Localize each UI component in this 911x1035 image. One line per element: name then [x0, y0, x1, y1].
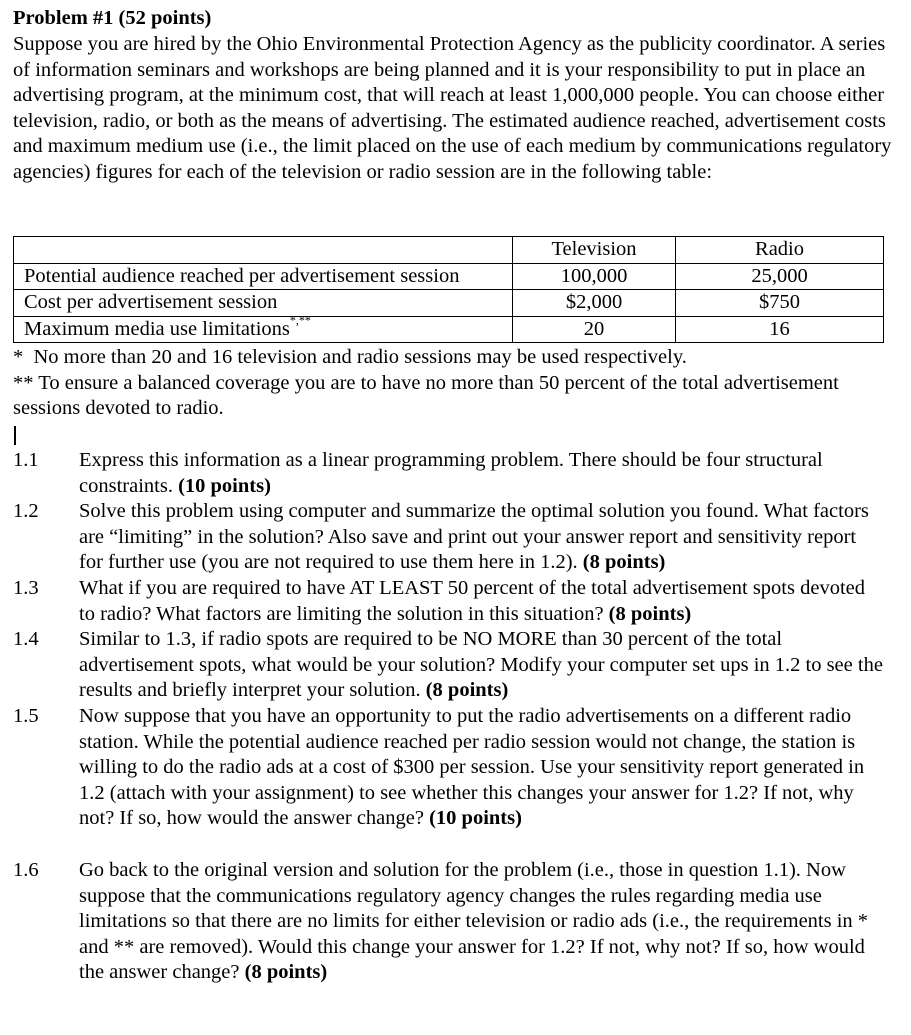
table-row-label: Cost per advertisement session	[14, 290, 513, 317]
question-body	[79, 858, 884, 986]
question-item	[13, 576, 893, 627]
table-cell-tv: 20	[513, 316, 676, 343]
table-cell-tv: 100,000	[513, 263, 676, 290]
question-item	[13, 858, 893, 986]
question-text: Similar to 1.3, if radio spots are required to be NO MORE than 30 percent of the total advertisement spots, what would be your solution? Modify your computer set ups in 1.2 to see the results and briefly interpret your solution.	[79, 628, 883, 702]
question-number: 1.6	[13, 859, 39, 881]
table-header-cell: Radio	[676, 237, 884, 264]
table-cell-radio: 16	[676, 316, 884, 343]
footnote: ** To ensure a balanced coverage you are to have no more than 50 percent of the total advertisement sessions devoted to radio.	[13, 371, 839, 420]
table-cell-tv: $2,000	[513, 290, 676, 317]
question-item	[13, 704, 893, 832]
question-text: Now suppose that you have an opportunity to put the radio advertisements on a different radio station. While the potential audience reached per radio session would not change, the station is willing to do the radio ads at a cost of $300 per session. Use your sensitivity report generated in 1.2 (attach with your assignment) to see whether this changes your answer for 1.2? If not, why not? If so, how would the answer change?	[79, 705, 865, 830]
table-header-row	[14, 237, 884, 264]
question-body	[79, 627, 884, 704]
table-header-cell: Television	[513, 237, 676, 264]
media-table	[13, 236, 884, 343]
text-cursor	[14, 426, 16, 445]
footnote-marker: *,**	[289, 312, 311, 327]
table-row-label-cell	[14, 312, 513, 343]
question-number: 1.1	[13, 449, 39, 471]
table-row-label: Maximum media use limitations	[24, 317, 290, 340]
question-points: (8 points)	[608, 602, 692, 625]
table-row-label: Potential audience reached per advertisement session	[14, 263, 513, 290]
question-number: 1.3	[13, 577, 39, 599]
question-number: 1.2	[13, 500, 39, 522]
question-item	[13, 448, 893, 499]
table-header-cell	[14, 237, 513, 264]
problem-title: Problem #1 (52 points)	[13, 7, 212, 29]
question-text: Go back to the original version and solution for the problem (i.e., those in question 1.1). Now suppose that the communications regulatory agency changes the rules regarding media use limitations so that there are no limits for either television or radio ads (i.e., the requirements in * and ** are removed). Would this change your answer for 1.2? If not, why not? If so, how would the answer change?	[79, 859, 869, 984]
table-row	[14, 316, 884, 343]
question-number: 1.4	[13, 628, 39, 650]
question-body	[79, 704, 884, 832]
footnotes	[13, 345, 893, 422]
footnote: * No more than 20 and 16 television and radio sessions may be used respectively.	[13, 346, 687, 368]
table-row	[14, 290, 884, 317]
question-item	[13, 499, 893, 576]
question-body	[79, 499, 884, 576]
question-points: (8 points)	[582, 551, 666, 574]
question-text: What if you are required to have AT LEAST 50 percent of the total advertisement spots devoted to radio? What factors are limiting the solution in this situation?	[79, 577, 865, 625]
question-number: 1.5	[13, 705, 39, 727]
question-body	[79, 576, 884, 627]
question-points: (8 points)	[425, 679, 509, 702]
question-text: Solve this problem using computer and summarize the optimal solution you found. What factors are “limiting” in the solution? Also save and print out your answer report and sensitivity report for further use (you are not required to use them here in 1.2).	[79, 500, 869, 574]
question-points: (8 points)	[244, 961, 328, 984]
question-points: (10 points)	[178, 474, 271, 497]
question-points: (10 points)	[429, 807, 522, 830]
table-row	[14, 263, 884, 290]
question-text: Express this information as a linear programming problem. There should be four structural constraints.	[79, 449, 823, 497]
problem-intro: Suppose you are hired by the Ohio Environmental Protection Agency as the publicity coordinator. A series of information seminars and workshops are being planned and it is your responsibility to put in place an advertising program, at the minimum cost, that will reach at least 1,000,000 people. You can choose either television, radio, or both as the means of advertising. The estimated audience reached, advertisement costs and maximum medium use (i.e., the limit placed on the use of each medium by communications regulatory agencies) figures for each of the television or radio session are in the following table:	[13, 33, 892, 183]
question-body	[79, 448, 884, 499]
question-item	[13, 627, 893, 704]
table-cell-radio: $750	[676, 290, 884, 317]
table-cell-radio: 25,000	[676, 263, 884, 290]
